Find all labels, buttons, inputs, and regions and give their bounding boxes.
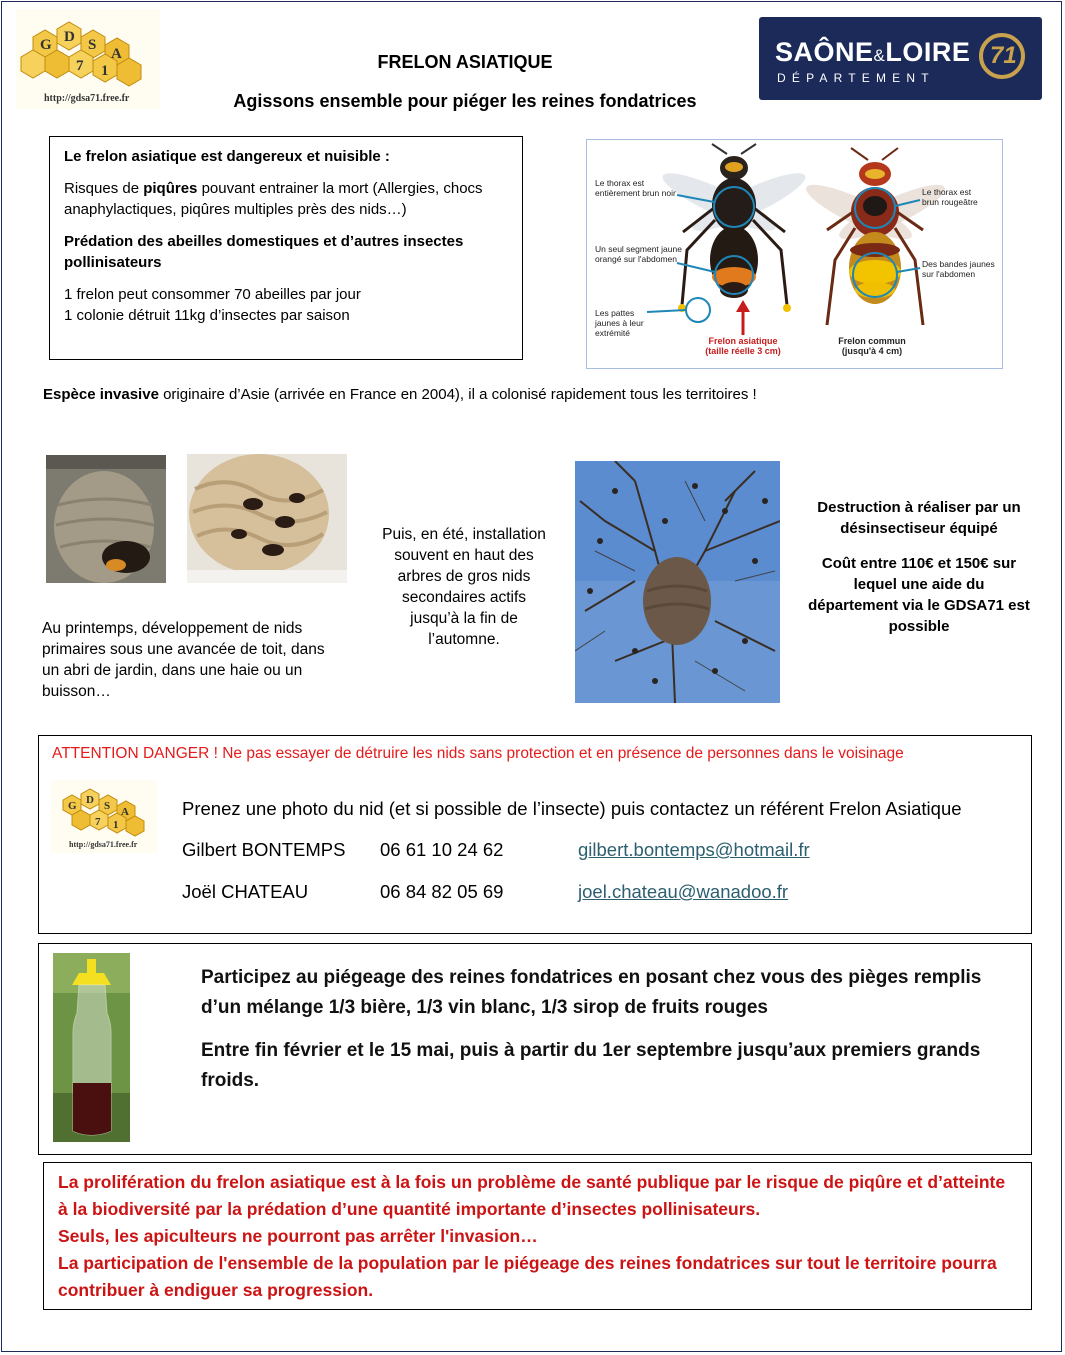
gdsa-url-small: http://gdsa71.free.fr xyxy=(69,840,138,849)
logo-letter: A xyxy=(111,46,122,62)
predation-text: Prédation des abeilles domestiques et d’autres insectes pollinisateurs xyxy=(64,233,464,271)
logo-letter: 7 xyxy=(76,58,84,74)
summer-nest-text: Puis, en été, installation souvent en haut des arbres de gros nids secondaires actifs jusqu’à la fin de l’automne. xyxy=(382,526,546,648)
common-thorax-label: Le thorax est brun rougeâtre xyxy=(922,187,978,207)
contact-name: Joël CHATEAU xyxy=(182,881,309,902)
page-title: FRELON ASIATIQUE xyxy=(377,52,553,72)
asian-abdomen-label: Un seul segment jaune orangé sur l'abdomen xyxy=(595,244,682,264)
department-subtitle: DÉPARTEMENT xyxy=(777,71,935,85)
trap-bottle-icon xyxy=(53,953,130,1142)
destruction-cost: Coût entre 110€ et 150€ sur lequel une aide du département via le GDSA71 est possible xyxy=(808,555,1030,635)
trap-info-box xyxy=(38,943,1032,1155)
logo-letter: 1 xyxy=(113,819,119,831)
logo-letter: S xyxy=(88,37,97,53)
contact-name: Gilbert BONTEMPS xyxy=(182,839,346,860)
contact-phone[interactable]: 06 61 10 24 62 xyxy=(380,839,504,860)
logo-letter: S xyxy=(104,800,111,812)
tree-nest-photo xyxy=(575,461,780,703)
page-subtitle: Agissons ensemble pour piéger les reines fondatrices xyxy=(233,91,697,111)
participation-text: La participation de l'ensemble de la population par le piégeage des reines fondatrices sur tout le territoire pourra contribuer à endiguer sa progression. xyxy=(58,1253,997,1300)
trap-period: Entre fin février et le 15 mai, puis à partir du 1er septembre jusqu’aux premiers grands froids. xyxy=(201,1040,981,1091)
department-71-icon: 71 xyxy=(979,33,1025,79)
up-arrow-icon xyxy=(736,300,750,335)
danger-info-box xyxy=(49,136,523,360)
department-name: SAÔNE&LOIRE xyxy=(775,37,971,67)
stat-bees: 1 frelon peut consommer 70 abeilles par jour xyxy=(64,286,361,303)
primary-nest-photo-2 xyxy=(187,454,347,583)
contact-phone[interactable]: 06 84 82 05 69 xyxy=(380,881,504,902)
trap-recipe: Participez au piégeage des reines fondatrices en posant chez vous des pièges remplis d’un mélange 1/3 bière, 1/3 vin blanc, 1/3 sirop de fruits rouges xyxy=(201,967,982,1018)
asian-thorax-label: Le thorax est entièrement brun noir xyxy=(595,178,676,198)
attention-title: ATTENTION DANGER ! Ne pas essayer de détruire les nids sans protection et en présence de personnes dans le voisinage xyxy=(52,745,904,762)
contact-instruction: Prenez une photo du nid (et si possible de l’insecte) puis contactez un référent Frelon Asiatique xyxy=(182,798,962,819)
department-logo xyxy=(759,17,1042,100)
logo-letter: 7 xyxy=(95,816,101,828)
gdsa-url: http://gdsa71.free.fr xyxy=(44,93,130,104)
public-health-text: La prolifération du frelon asiatique est à la fois un problème de santé publique par le risque de piqûre et d’atteinte à la biodiversité par la prédation d’une quantité importante d’insectes pollinisateurs. xyxy=(58,1172,1006,1219)
primary-nest-photo-1 xyxy=(46,455,166,583)
common-hornet-icon xyxy=(801,148,950,325)
contact-email-link[interactable]: gilbert.bontemps@hotmail.fr xyxy=(578,839,810,860)
asian-caption: Frelon asiatique (taille réelle 3 cm) xyxy=(705,336,781,356)
logo-letter: A xyxy=(121,806,129,818)
asian-legs-label: Les pattes jaunes à leur extrémité xyxy=(595,308,644,338)
destruction-info xyxy=(808,497,1030,651)
stat-colony: 1 colonie détruit 11kg d’insectes par saison xyxy=(64,307,350,324)
destruction-line1: Destruction à réaliser par un désinsectiseur équipé xyxy=(817,499,1021,537)
trap-instructions xyxy=(201,963,991,1109)
logo-letter: 1 xyxy=(101,63,109,79)
beekeepers-text: Seuls, les apiculteurs ne pourront pas arrêter l'invasion… xyxy=(58,1226,538,1246)
invasive-species-text: Espèce invasive originaire d’Asie (arrivée en France en 2004), il a colonisé rapidement tous les territoires ! xyxy=(43,386,757,403)
hornet-comparison-diagram xyxy=(586,139,1003,369)
logo-letter: D xyxy=(64,29,75,45)
danger-heading: Le frelon asiatique est dangereux et nuisible : xyxy=(64,148,390,165)
risk-text: Risques de piqûres pouvant entrainer la mort (Allergies, chocs anaphylactiques, piqûres multiples près des nids…) xyxy=(64,180,483,218)
common-caption: Frelon commun (jusqu'à 4 cm) xyxy=(838,336,906,356)
logo-letter: D xyxy=(86,794,94,806)
spring-nest-text: Au printemps, développement de nids primaires sous une avancée de toit, dans un abri de jardin, dans une haie ou un buisson… xyxy=(42,620,325,700)
public-health-box xyxy=(43,1162,1032,1310)
honeycomb-logo-icon xyxy=(51,780,157,853)
gdsa71-logo-small xyxy=(51,780,157,853)
contact-email-link[interactable]: joel.chateau@wanadoo.fr xyxy=(578,881,789,902)
common-abdomen-label: Des bandes jaunes sur l'abdomen xyxy=(922,259,995,279)
logo-letter: G xyxy=(68,800,77,812)
gdsa71-logo xyxy=(16,9,160,109)
logo-letter: G xyxy=(40,37,52,53)
trap-bottle-photo xyxy=(53,953,130,1142)
attention-contact-box xyxy=(38,735,1032,934)
